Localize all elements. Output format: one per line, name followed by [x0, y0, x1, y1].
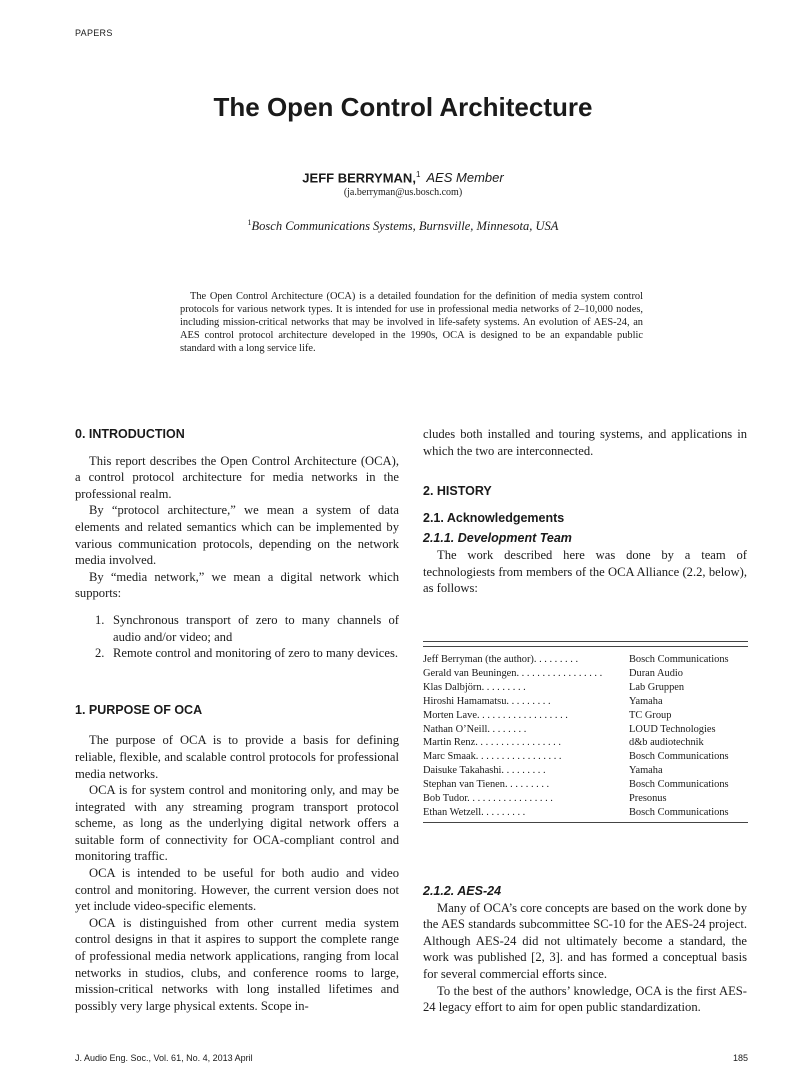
aes24-subsection — [423, 883, 747, 1016]
author-name: JEFF BERRYMAN, — [302, 170, 416, 186]
author-line — [0, 170, 806, 185]
list-item: 1. Synchronous transport of zero to many channels of audio and/or video; and — [95, 612, 399, 644]
table-row: Daisuke Takahashi. . . . . . . . . Yamaha — [423, 765, 663, 777]
history-paragraph-1: The work described here was done by a team of technologiests from members of the OCA Alliance (2.2, below), as follows: — [423, 547, 747, 596]
intro-list — [75, 612, 399, 662]
right-column — [423, 426, 747, 597]
table-row: Jeff Berryman (the author). . . . . . . . . Bosch Communications — [423, 654, 729, 665]
table-row: Bob Tudor. . . . . . . . . . . . . . . . . Presonus — [423, 793, 667, 805]
development-team-table — [423, 641, 748, 823]
intro-paragraph-1: This report describes the Open Control Architecture (OCA), a control protocol architecture for media networks in the professional realm. — [75, 453, 399, 501]
list-item: 2. Remote control and monitoring of zero to many devices. — [95, 646, 399, 661]
journal-citation: J. Audio Eng. Soc., Vol. 61, No. 4, 2013 April — [75, 1053, 253, 1063]
section-heading-history: 2. HISTORY — [423, 484, 492, 499]
subsubsection-heading-aes24: 2.1.2. AES-24 — [423, 884, 502, 898]
table-row: Ethan Wetzell. . . . . . . . . Bosch Communications — [423, 806, 729, 818]
subsubsection-heading-development-team: 2.1.1. Development Team — [423, 531, 572, 546]
aes24-paragraph-1: Many of OCA’s core concepts are based on the work done by the AES standards subcommittee SC-10 for the AES-24 project. Although AES-24 did not ultimately become a standard, the work was published [2, 3]. and has formed a conceptual basis for several commercial efforts since. — [423, 900, 747, 981]
author-email: (ja.berryman@us.bosch.com) — [343, 187, 463, 198]
section-heading-introduction: 0. INTRODUCTION — [75, 427, 185, 441]
purpose-paragraph-4-continued: cludes both installed and touring systems, and applications in which the two are interconnected. — [423, 427, 747, 458]
intro-paragraph-2: By “protocol architecture,” we mean a system of data elements and related semantics which can be implemented by various communication protocols, depending on the network media involved. — [75, 503, 399, 568]
table-row: Gerald van Beuningen. . . . . . . . . . . . . . . . . Duran Audio — [423, 667, 683, 679]
table-rule — [423, 822, 748, 823]
table-row: Marc Smaak. . . . . . . . . . . . . . . . . Bosch Communications — [423, 751, 729, 763]
table-row: Nathan O’Neill. . . . . . . . LOUD Technologies — [423, 723, 716, 735]
table-row: Stephan van Tienen. . . . . . . . . Bosch Communications — [423, 779, 729, 791]
table-row: Morten Lave. . . . . . . . . . . . . . . . . . TC Group — [423, 709, 672, 721]
table-row: Hiroshi Hamamatsu. . . . . . . . . Yamaha — [423, 695, 663, 707]
affiliation-text: Bosch Communications Systems, Burnsville, Minnesota, USA — [251, 219, 559, 234]
paper-title: The Open Control Architecture — [213, 92, 593, 122]
section-heading-purpose: 1. PURPOSE OF OCA — [75, 702, 203, 717]
affiliation-marker: 1 — [247, 218, 252, 227]
abstract: The Open Control Architecture (OCA) is a detailed foundation for the definition of media system control protocols for various network types. It is intended for use in professional media networks of 2–10,000 nodes, including mission-critical networks that may be involved in life-safety systems. An evolution of AES-24, an AES control protocol architecture developed in the 1990s, OCA is designed to be an expandable public standard with a long service life. — [180, 291, 643, 355]
running-head: PAPERS — [75, 28, 113, 38]
page-number: 185 — [732, 1053, 748, 1063]
purpose-paragraph-2: OCA is for system control and monitoring only, and may be integrated with any streaming program transport protocol scheme, as long as the underlying digital network offers a suitable form of connectivity for OCA-compliant control and monitoring traffic. — [75, 783, 399, 864]
purpose-paragraph-1: The purpose of OCA is to provide a basis for defining reliable, flexible, and scalable control protocols for professional media networks. — [75, 733, 399, 781]
table-row: Klas Dalbjörn. . . . . . . . . Lab Gruppen — [423, 681, 685, 693]
left-column — [75, 426, 399, 1014]
author-membership: AES Member — [426, 170, 504, 186]
intro-paragraph-3: By “media network,” we mean a digital network which supports: — [75, 569, 399, 601]
author-affiliation-marker: 1 — [415, 170, 421, 179]
purpose-paragraph-4: OCA is distinguished from other current media system control designs in that it aspires to support the complete range of professional media network applications, ranging from local networks in studios, clubs, and conference rooms to large, mission-critical networks with long installed lifetimes and possibly very large physical extents. Scope in- — [75, 915, 399, 1013]
purpose-paragraph-3: OCA is intended to be useful for both audio and video control and monitoring. However, the current version does not yet include video-specific elements. — [75, 866, 399, 914]
table-rule — [423, 646, 748, 653]
table-row: Martin Renz. . . . . . . . . . . . . . . . . d&b audiotechnik — [423, 737, 704, 749]
author-affiliation — [0, 218, 806, 234]
aes24-paragraph-2: To the best of the authors’ knowledge, OCA is the first AES-24 legacy effort to aim for open public standardization. — [423, 983, 747, 1015]
subsection-heading-acknowledgements: 2.1. Acknowledgements — [423, 510, 565, 525]
